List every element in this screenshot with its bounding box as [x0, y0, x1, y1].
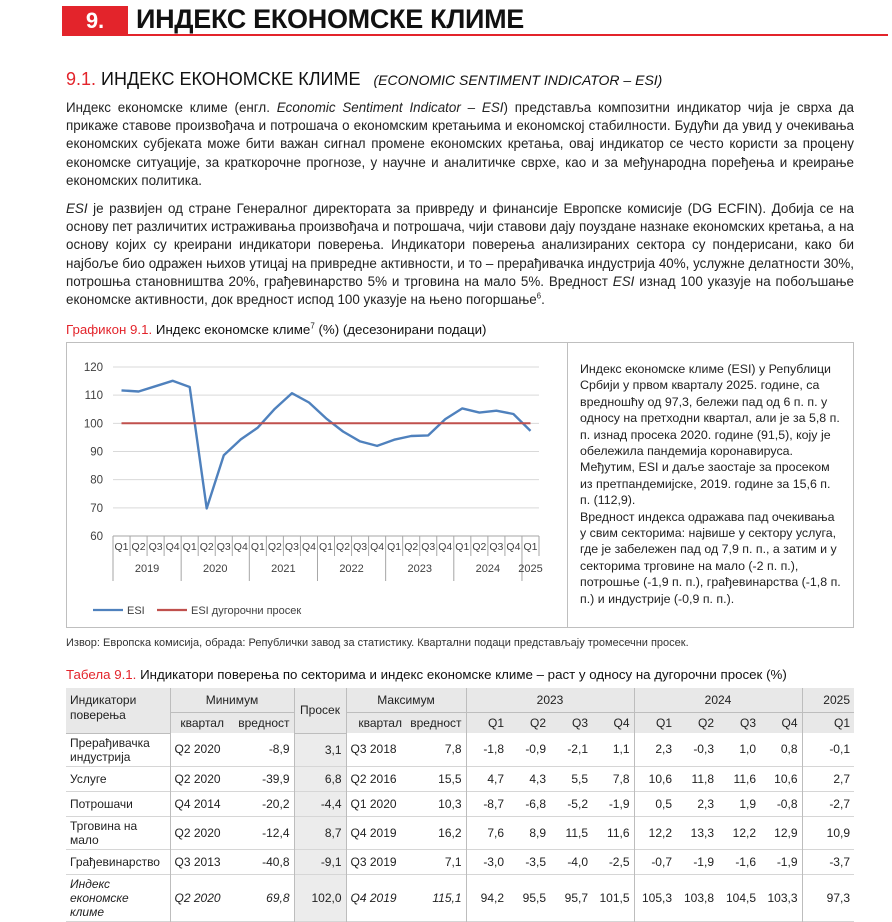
max-value: 15,5	[438, 771, 462, 786]
x-tick-label: Q1	[455, 541, 470, 553]
average-value: 8,7	[294, 816, 346, 849]
max-value: 7,8	[444, 742, 462, 757]
header-year-2023: 2023	[466, 688, 634, 713]
max-quarter: Q4 2019	[346, 816, 406, 849]
table-row	[66, 766, 854, 791]
legend-label: ESI дугорочни просек	[191, 605, 302, 617]
x-tick-label: Q4	[165, 541, 180, 553]
figure-title	[66, 322, 486, 337]
y-tick-label: 100	[83, 418, 103, 431]
table-title	[66, 667, 787, 682]
min-value: 69,8	[266, 890, 290, 905]
quarter-value: -1,8	[466, 733, 508, 766]
quarter-value: -0,3	[693, 742, 714, 757]
quarter-value: 4,3	[529, 771, 546, 786]
average-value: 6,8	[294, 766, 346, 791]
quarter-value: 94,2	[466, 874, 508, 921]
esi-series-line	[122, 381, 531, 509]
header-quarter: Q2	[676, 713, 718, 734]
max-value: 7,1	[444, 854, 462, 869]
chapter-title: ИНДЕКС ЕКОНОМСКЕ КЛИМЕ	[136, 4, 524, 34]
quarter-value: 103,3	[767, 890, 798, 905]
quarter-value: 7,6	[466, 816, 508, 849]
header-year-2025: 2025	[802, 688, 854, 713]
quarter-value: -1,9	[776, 854, 798, 869]
quarter-value: -0,1	[802, 733, 854, 766]
legend-label: ESI	[127, 605, 145, 617]
quarter-value: 101,5	[599, 890, 630, 905]
x-tick-label: Q1	[318, 541, 334, 553]
x-tick-label: Q4	[233, 541, 248, 553]
quarter-value: -8,7	[466, 791, 508, 816]
y-axis	[84, 362, 103, 543]
quarter-value: -0,8	[776, 796, 798, 811]
min-value: -12,4	[262, 825, 290, 840]
quarter-value: 2,7	[802, 766, 854, 791]
table-row	[66, 849, 854, 874]
quarter-value: 12,2	[732, 825, 756, 840]
x-tick-label: Q2	[267, 541, 282, 553]
header-average: Просек	[294, 688, 346, 733]
header-min-value: вредност	[228, 713, 294, 734]
x-tick-label: Q2	[336, 541, 351, 553]
quarter-value: -4,0	[567, 854, 588, 869]
x-tick-label: Q4	[370, 541, 385, 553]
min-quarter: Q2 2020	[170, 733, 228, 766]
figure-number: Графикон 9.1.	[66, 322, 153, 337]
min-quarter: Q2 2020	[170, 766, 228, 791]
quarter-value: 11,6	[733, 771, 756, 786]
min-quarter: Q3 2013	[170, 849, 228, 874]
para2-emphasis: ESI	[66, 201, 88, 216]
header-maximum: Максимум	[346, 688, 466, 713]
year-label: 2024	[475, 563, 501, 575]
year-label: 2023	[407, 563, 432, 575]
row-label: Прерађивачка индустрија	[70, 735, 150, 764]
x-tick-label: Q2	[131, 541, 146, 553]
header-quarter: Q1	[466, 713, 508, 734]
para2-part: је развијен од стране Генералног директората за привреду и финансије Европске комисије (DG ECFIN). Добија се на основу пет различитих истраживања произвођача и потрошача, чији ставови дају поуздане назнаке економских кретања, а на основу којих су креирани индикатори поверења. Индикатори поверења анализираних сектора су пондерисани, како би најбоље био одражен њихов утицај на привредне активности, и то – прерађивачка индустрија 40%, услужне делатности 30%, потрошња становништва 20%, грађевинарство 5% и трговина на мало 5%. Вредност	[66, 201, 854, 289]
para2-end: .	[541, 292, 545, 308]
header-max-value: вредност	[406, 713, 466, 734]
chart-series	[122, 381, 531, 509]
section-heading	[66, 69, 662, 90]
source-note: Извор: Европска комисија, обрада: Републички завод за статистику. Квартални подаци представљају тромесечни просек.	[66, 637, 689, 649]
quarter-value: -1,9	[693, 854, 714, 869]
chart-container	[66, 342, 568, 628]
row-label: Трговина на мало	[70, 818, 138, 847]
quarter-value: 104,5	[725, 890, 756, 905]
quarter-value: 0,5	[634, 791, 676, 816]
table-title-text: Индикатори поверења по секторима и индекс економске климе – раст у односу на дугорочни просек (%)	[140, 667, 787, 682]
y-tick-label: 60	[90, 531, 103, 543]
quarter-value: -0,7	[634, 849, 676, 874]
header-quarter: Q4	[592, 713, 634, 734]
quarter-value: -2,1	[567, 742, 588, 757]
min-value: -8,9	[268, 742, 290, 757]
x-axis	[113, 536, 543, 581]
y-tick-label: 120	[83, 362, 103, 374]
x-tick-label: Q2	[472, 541, 487, 553]
quarter-value: -2,7	[802, 791, 854, 816]
quarter-value: 1,9	[739, 796, 756, 811]
max-quarter: Q1 2020	[346, 791, 406, 816]
average-value: 3,1	[294, 733, 346, 766]
row-label: Потрошачи	[70, 796, 133, 811]
para1-emphasis: Economic Sentiment Indicator – ESI	[276, 100, 504, 115]
x-tick-label: Q4	[438, 541, 453, 553]
para1-part: ) представља композитни индикатор чија је сврха да прикаже ставове произвођача и потрошача о економским кретањима и економској стабилности. Будући да увид у очекивања економских субјеката може бити важан сигнал промене економских кретања, овај индикатор се често користи за процену економске ситуације, за краткорочне прогнозе, у научне и аналитичке сврхе, као и за међународна поређења и креирање економских политика.	[66, 100, 854, 188]
chart-legend	[93, 605, 301, 617]
x-tick-label: Q2	[404, 541, 419, 553]
y-tick-label: 90	[90, 446, 103, 459]
min-value: -39,9	[262, 771, 290, 786]
section-title-en: (ECONOMIC SENTIMENT INDICATOR – ESI)	[373, 72, 663, 88]
x-tick-label: Q1	[523, 541, 538, 553]
year-label: 2019	[134, 563, 160, 575]
para1-part: Индекс економске климе (енгл.	[66, 100, 277, 115]
header-year-2024: 2024	[634, 688, 802, 713]
para2-emphasis: ESI	[612, 273, 635, 289]
min-value: -20,2	[262, 796, 290, 811]
quarter-value: 1,0	[739, 742, 756, 757]
header-quarter: Q4	[760, 713, 802, 734]
header-quarter: Q1	[802, 713, 854, 734]
x-tick-label: Q1	[114, 541, 129, 553]
table-row	[66, 816, 854, 849]
x-tick-label: Q4	[301, 541, 316, 553]
quarter-value: 5,5	[571, 771, 588, 786]
quarter-value: 11,8	[691, 771, 714, 786]
commentary-paragraph: Вредност индекса одражава пад очекивања у свим секторима: највише у сектору услуга, где је забележен пад од 7,9 п. п., а затим и у секторима трговине на мало (-2 п. п.), потрошње (-1,9 п. п.), грађевинарства (-1,8 п. п.) и индустрије (-0,9 п. п.).	[580, 509, 841, 606]
min-quarter: Q2 2020	[170, 816, 228, 849]
quarter-value: 1,1	[612, 742, 630, 757]
esi-paragraph	[66, 200, 854, 309]
x-tick-label: Q3	[353, 541, 368, 553]
row-label: Индекс економске климе	[70, 876, 129, 919]
chapter-number: 9.	[62, 6, 128, 36]
table-row	[66, 791, 854, 816]
commentary-paragraph: Индекс економске климе (ESI) у Републици Србији у првом кварталу 2025. године, са вредношћу од 97,3, бележи пад од 6 п. п. у односу на претходни квартал, али је за 5,8 п. п. изнад просека 2020. године (91,5), коју је обележила пандемија коронавируса. Међутим, ESI и даље заостаје за просеком из претпандемијске, 2019. године за 15,6 п. п. (112,9).	[580, 362, 840, 508]
chart-grid	[113, 367, 539, 508]
quarter-value: 10,9	[802, 816, 854, 849]
header-quarter: Q3	[550, 713, 592, 734]
min-quarter: Q4 2014	[170, 791, 228, 816]
quarter-value: -1,6	[735, 854, 756, 869]
footnote-ref[interactable]: 7	[310, 321, 315, 331]
header-minimum: Минимум	[170, 688, 294, 713]
quarter-value: 13,3	[690, 825, 714, 840]
footnote-ref[interactable]: 6	[536, 291, 542, 301]
x-tick-label: Q2	[199, 541, 214, 553]
quarter-value: -2,5	[608, 854, 630, 869]
row-label: Грађевинарство	[70, 854, 160, 869]
quarter-value: 7,8	[612, 771, 630, 786]
average-value: -9,1	[294, 849, 346, 874]
table-number: Табела 9.1.	[66, 667, 137, 682]
x-tick-label: Q3	[148, 541, 163, 553]
quarter-value: 105,3	[634, 874, 676, 921]
table-row	[66, 733, 854, 766]
max-quarter: Q2 2016	[346, 766, 406, 791]
year-label: 2025	[518, 563, 543, 575]
header-min-quarter: квартал	[170, 713, 228, 734]
quarter-value: 12,9	[774, 825, 798, 840]
quarter-value: 11,5	[565, 825, 588, 840]
x-tick-label: Q4	[506, 541, 521, 553]
max-quarter: Q3 2018	[346, 733, 406, 766]
max-value: 16,2	[438, 825, 462, 840]
quarter-value: 2,3	[634, 733, 676, 766]
para2-part: изнад 100 указује на побољшање економске активности, док вредност испод 100 указује на њено погоршање	[66, 273, 854, 308]
quarter-value: -1,9	[608, 796, 630, 811]
quarter-value: 103,8	[683, 890, 714, 905]
chart-commentary	[568, 342, 854, 628]
x-tick-label: Q3	[489, 541, 504, 553]
intro-paragraph	[66, 99, 854, 190]
max-value: 115,1	[432, 890, 462, 905]
quarter-value: 95,5	[522, 890, 546, 905]
quarter-value: -0,9	[525, 742, 546, 757]
quarter-value: 97,3	[802, 874, 854, 921]
y-tick-label: 70	[90, 502, 103, 515]
average-value: -4,4	[294, 791, 346, 816]
table-row	[66, 874, 854, 921]
quarter-value: 8,9	[529, 825, 546, 840]
section-number: 9.1.	[66, 69, 97, 89]
quarter-value: -3,7	[802, 849, 854, 874]
esi-line-chart	[67, 343, 567, 627]
year-label: 2020	[202, 563, 228, 575]
header-indicators: Индикатори поверења	[66, 688, 170, 733]
x-tick-label: Q1	[387, 541, 402, 553]
quarter-value: -6,8	[525, 796, 546, 811]
min-value: -40,8	[262, 854, 290, 869]
chapter-underline	[128, 34, 888, 36]
x-tick-label: Q3	[421, 541, 436, 553]
quarter-value: 95,7	[564, 890, 588, 905]
confidence-indicators-table	[66, 688, 854, 922]
header-quarter: Q1	[634, 713, 676, 734]
quarter-value: 11,6	[607, 825, 630, 840]
quarter-value: 10,6	[774, 771, 798, 786]
x-tick-label: Q1	[182, 541, 197, 553]
quarter-value: 10,6	[634, 766, 676, 791]
x-tick-label: Q3	[284, 541, 299, 553]
x-tick-label: Q1	[250, 541, 265, 553]
row-label: Услуге	[70, 771, 107, 786]
quarter-value: 2,3	[697, 796, 714, 811]
y-tick-label: 80	[90, 474, 103, 487]
quarter-value: 4,7	[466, 766, 508, 791]
max-quarter: Q4 2019	[346, 874, 406, 921]
header-quarter: Q2	[508, 713, 550, 734]
average-value: 102,0	[294, 874, 346, 921]
max-value: 10,3	[438, 796, 462, 811]
quarter-value: -3,0	[466, 849, 508, 874]
figure-title-text: Индекс економске климе	[155, 322, 311, 337]
max-quarter: Q3 2019	[346, 849, 406, 874]
header-max-quarter: квартал	[346, 713, 406, 734]
quarter-value: -3,5	[525, 854, 546, 869]
figure-title-suffix: (%) (десезонирани подаци)	[314, 322, 487, 337]
y-tick-label: 110	[84, 390, 103, 403]
min-quarter: Q2 2020	[170, 874, 228, 921]
x-tick-label: Q3	[216, 541, 231, 553]
quarter-value: 0,8	[780, 742, 798, 757]
year-label: 2022	[339, 563, 364, 575]
year-label: 2021	[271, 563, 296, 575]
quarter-value: 12,2	[634, 816, 676, 849]
section-title: ИНДЕКС ЕКОНОМСКЕ КЛИМЕ	[101, 69, 361, 89]
header-quarter: Q3	[718, 713, 760, 734]
quarter-value: -5,2	[567, 796, 588, 811]
